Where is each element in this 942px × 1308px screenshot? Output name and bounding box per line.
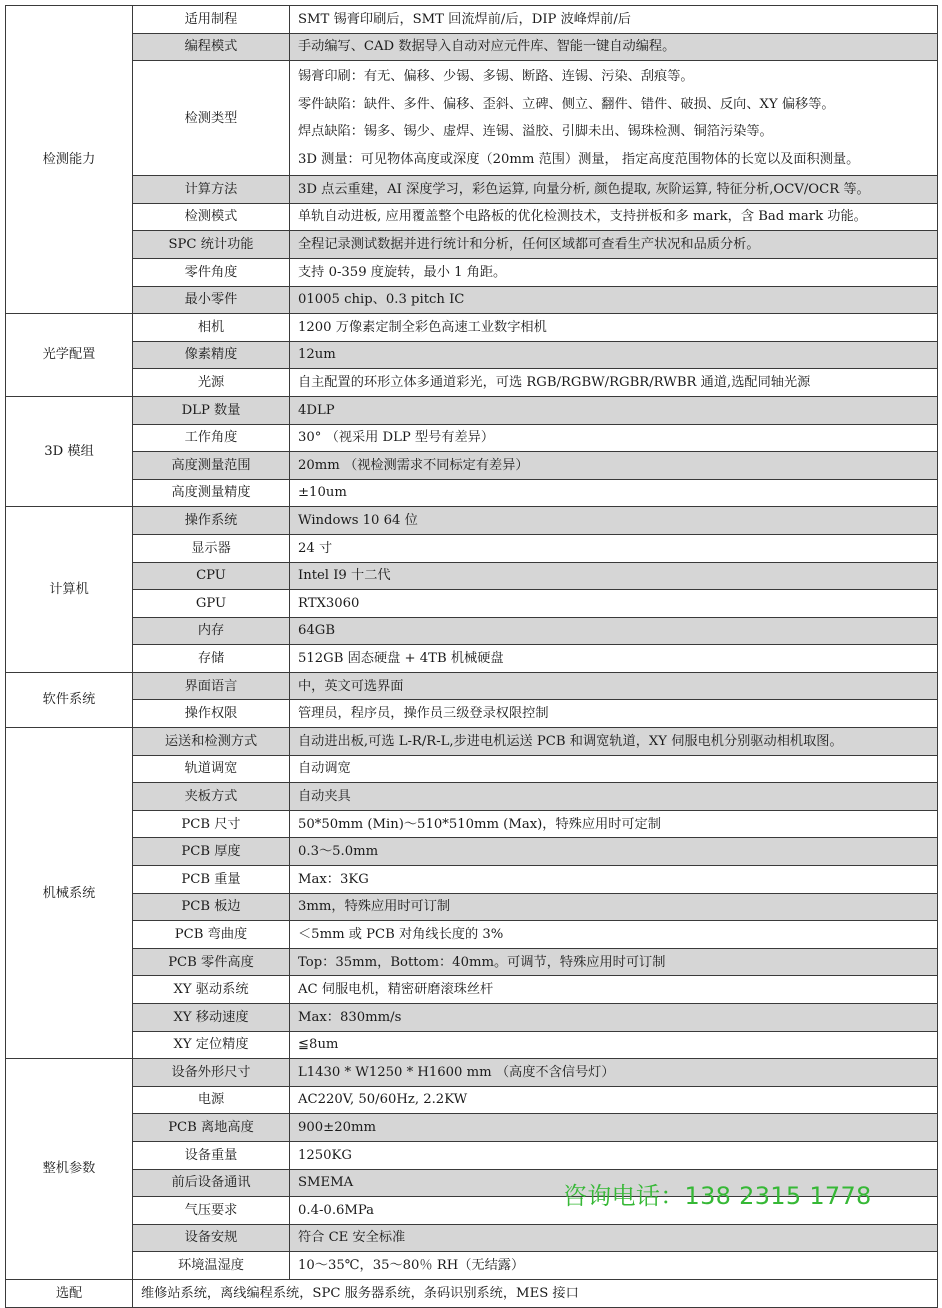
spec-label: 检测类型 xyxy=(133,61,290,176)
spec-value xyxy=(290,61,938,176)
spec-label: 环境温湿度 xyxy=(133,1252,290,1280)
spec-value: SMT 锡膏印刷后，SMT 回流焊前/后，DIP 波峰焊前/后 xyxy=(290,6,938,34)
spec-label: 轨道调宽 xyxy=(133,755,290,783)
spec-label: 夹板方式 xyxy=(133,783,290,811)
spec-row xyxy=(6,810,938,838)
spec-value: 10～35℃，35～80％ RH（无结露） xyxy=(290,1252,938,1280)
spec-value: 0.4-0.6MPa xyxy=(290,1197,938,1225)
spec-row xyxy=(6,1141,938,1169)
spec-value: 支持 0-359 度旋转，最小 1 角距。 xyxy=(290,258,938,286)
spec-label: CPU xyxy=(133,562,290,590)
spec-value-line: 锡膏印刷：有无、偏移、少锡、多锡、断路、连锡、污染、刮痕等。 xyxy=(298,69,694,85)
spec-value: Max：830mm/s xyxy=(290,1004,938,1032)
spec-label: PCB 重量 xyxy=(133,866,290,894)
spec-label: 高度测量精度 xyxy=(133,479,290,507)
spec-label: 零件角度 xyxy=(133,258,290,286)
spec-row xyxy=(6,258,938,286)
spec-row xyxy=(6,341,938,369)
spec-label: XY 定位精度 xyxy=(133,1031,290,1059)
contact-phone: 咨询电话：138 2315 1778 xyxy=(563,1182,872,1210)
spec-row xyxy=(6,396,938,424)
spec-value: 自动调宽 xyxy=(290,755,938,783)
spec-value: 自动夹具 xyxy=(290,783,938,811)
spec-row xyxy=(6,424,938,452)
spec-row xyxy=(6,203,938,231)
spec-row xyxy=(6,590,938,618)
spec-value: 50*50mm (Min)～510*510mm (Max)，特殊应用时可定制 xyxy=(290,810,938,838)
category-cell: 整机参数 xyxy=(6,1059,133,1280)
spec-row xyxy=(6,921,938,949)
spec-label: SPC 统计功能 xyxy=(133,231,290,259)
spec-label: 计算方法 xyxy=(133,176,290,204)
spec-label: 工作角度 xyxy=(133,424,290,452)
spec-label: 操作权限 xyxy=(133,700,290,728)
spec-value: RTX3060 xyxy=(290,590,938,618)
spec-value: 0.3～5.0mm xyxy=(290,838,938,866)
spec-value: 30° （视采用 DLP 型号有差异） xyxy=(290,424,938,452)
options-category-cell: 选配 xyxy=(6,1279,133,1307)
category-cell: 软件系统 xyxy=(6,672,133,727)
spec-label: XY 移动速度 xyxy=(133,1004,290,1032)
spec-row xyxy=(6,976,938,1004)
spec-label: 操作系统 xyxy=(133,507,290,535)
spec-label: DLP 数量 xyxy=(133,396,290,424)
category-cell: 检测能力 xyxy=(6,6,133,314)
spec-value: 4DLP xyxy=(290,396,938,424)
spec-label: 像素精度 xyxy=(133,341,290,369)
spec-row xyxy=(6,6,938,34)
spec-value: Intel I9 十二代 xyxy=(290,562,938,590)
spec-row xyxy=(6,1031,938,1059)
spec-label: 设备外形尺寸 xyxy=(133,1059,290,1087)
spec-row xyxy=(6,176,938,204)
spec-row xyxy=(6,1004,938,1032)
spec-value: 3mm，特殊应用时可订制 xyxy=(290,893,938,921)
spec-label: 检测模式 xyxy=(133,203,290,231)
spec-label: 最小零件 xyxy=(133,286,290,314)
spec-value: Max：3KG xyxy=(290,866,938,894)
spec-value: 符合 CE 安全标准 xyxy=(290,1224,938,1252)
spec-row xyxy=(6,645,938,673)
spec-row xyxy=(6,507,938,535)
spec-value: ≦8um xyxy=(290,1031,938,1059)
spec-label: 存储 xyxy=(133,645,290,673)
spec-label: 前后设备通讯 xyxy=(133,1169,290,1197)
spec-row xyxy=(6,672,938,700)
spec-row xyxy=(6,1114,938,1142)
spec-label: 编程模式 xyxy=(133,33,290,61)
spec-value: 1250KG xyxy=(290,1141,938,1169)
spec-row xyxy=(6,783,938,811)
spec-value: 1200 万像素定制全彩色高速工业数字相机 xyxy=(290,314,938,342)
spec-row xyxy=(6,728,938,756)
spec-label: 设备重量 xyxy=(133,1141,290,1169)
spec-row xyxy=(6,893,938,921)
spec-label: 适用制程 xyxy=(133,6,290,34)
spec-value-line: 焊点缺陷：锡多、锡少、虚焊、连锡、溢胶、引脚未出、锡珠检测、铜箔污染等。 xyxy=(298,124,773,140)
spec-value: 64GB xyxy=(290,617,938,645)
spec-label: PCB 零件高度 xyxy=(133,948,290,976)
spec-value: 单轨自动进板, 应用覆盖整个电路板的优化检测技术，支持拼板和多 mark，含 Bad mark 功能。 xyxy=(290,203,938,231)
spec-label: PCB 弯曲度 xyxy=(133,921,290,949)
spec-row xyxy=(6,948,938,976)
spec-value: AC220V, 50/60Hz, 2.2KW xyxy=(290,1086,938,1114)
spec-value: Windows 10 64 位 xyxy=(290,507,938,535)
spec-value: ±10um xyxy=(290,479,938,507)
spec-value: 自主配置的环形立体多通道彩光，可选 RGB/RGBW/RGBR/RWBR 通道,选配同轴光源 xyxy=(290,369,938,397)
spec-row xyxy=(6,231,938,259)
category-cell: 机械系统 xyxy=(6,728,133,1059)
spec-row xyxy=(6,617,938,645)
spec-row xyxy=(6,700,938,728)
spec-label: 运送和检测方式 xyxy=(133,728,290,756)
options-value: 维修站系统，离线编程系统，SPC 服务器系统，条码识别系统，MES 接口 xyxy=(133,1279,938,1307)
spec-row xyxy=(6,562,938,590)
spec-value: 01005 chip、0.3 pitch IC xyxy=(290,286,938,314)
spec-value: 中，英文可选界面 xyxy=(290,672,938,700)
spec-value: 24 寸 xyxy=(290,534,938,562)
spec-value: L1430 * W1250 * H1600 mm （高度不含信号灯） xyxy=(290,1059,938,1087)
spec-value: AC 伺服电机，精密研磨滚珠丝杆 xyxy=(290,976,938,1004)
spec-label: XY 驱动系统 xyxy=(133,976,290,1004)
spec-value: 900±20mm xyxy=(290,1114,938,1142)
spec-label: 内存 xyxy=(133,617,290,645)
spec-row xyxy=(6,33,938,61)
spec-value: 手动编写、CAD 数据导入自动对应元件库、智能一键自动编程。 xyxy=(290,33,938,61)
spec-value: 3D 点云重建，AI 深度学习，彩色运算, 向量分析, 颜色提取, 灰阶运算, 特征分析,OCV/OCR 等。 xyxy=(290,176,938,204)
spec-value: 自动进出板,可选 L-R/R-L,步进电机运送 PCB 和调宽轨道，XY 伺服电机分别驱动相机取图。 xyxy=(290,728,938,756)
spec-value: ＜5mm 或 PCB 对角线长度的 3% xyxy=(290,921,938,949)
spec-row xyxy=(6,838,938,866)
spec-value: 管理员，程序员，操作员三级登录权限控制 xyxy=(290,700,938,728)
category-cell: 计算机 xyxy=(6,507,133,673)
spec-table-body xyxy=(6,6,938,1308)
spec-row xyxy=(6,286,938,314)
spec-value: 12um xyxy=(290,341,938,369)
spec-row xyxy=(6,479,938,507)
category-cell: 3D 模组 xyxy=(6,396,133,506)
spec-row xyxy=(6,866,938,894)
spec-label: 高度测量范围 xyxy=(133,452,290,480)
spec-row xyxy=(6,369,938,397)
spec-value-line: 3D 测量：可见物体高度或深度（20mm 范围）测量， 指定高度范围物体的长宽以及面积测量。 xyxy=(298,151,860,167)
spec-row xyxy=(6,1252,938,1280)
spec-value: 512GB 固态硬盘 + 4TB 机械硬盘 xyxy=(290,645,938,673)
spec-label: PCB 板边 xyxy=(133,893,290,921)
spec-row xyxy=(6,1086,938,1114)
spec-label: 相机 xyxy=(133,314,290,342)
spec-value: 20mm （视检测需求不同标定有差异） xyxy=(290,452,938,480)
spec-label: 设备安规 xyxy=(133,1224,290,1252)
spec-row xyxy=(6,61,938,176)
spec-label: PCB 离地高度 xyxy=(133,1114,290,1142)
spec-label: PCB 尺寸 xyxy=(133,810,290,838)
spec-value: Top：35mm，Bottom：40mm。可调节，特殊应用时可订制 xyxy=(290,948,938,976)
spec-row xyxy=(6,1224,938,1252)
spec-label: GPU xyxy=(133,590,290,618)
spec-label: 光源 xyxy=(133,369,290,397)
spec-row xyxy=(6,755,938,783)
spec-value: 全程记录测试数据并进行统计和分析，任何区域都可查看生产状况和品质分析。 xyxy=(290,231,938,259)
spec-label: 电源 xyxy=(133,1086,290,1114)
spec-value: SMEMA xyxy=(290,1169,938,1197)
spec-row xyxy=(6,534,938,562)
spec-row xyxy=(6,1059,938,1087)
spec-table xyxy=(5,5,938,1308)
spec-value-line: 零件缺陷：缺件、多件、偏移、歪斜、立碑、侧立、翻件、错件、破损、反向、XY 偏移等。 xyxy=(298,96,835,112)
spec-row xyxy=(6,314,938,342)
options-row xyxy=(6,1279,938,1307)
category-cell: 光学配置 xyxy=(6,314,133,397)
spec-label: 显示器 xyxy=(133,534,290,562)
spec-label: 气压要求 xyxy=(133,1197,290,1225)
spec-row xyxy=(6,452,938,480)
spec-label: 界面语言 xyxy=(133,672,290,700)
spec-label: PCB 厚度 xyxy=(133,838,290,866)
